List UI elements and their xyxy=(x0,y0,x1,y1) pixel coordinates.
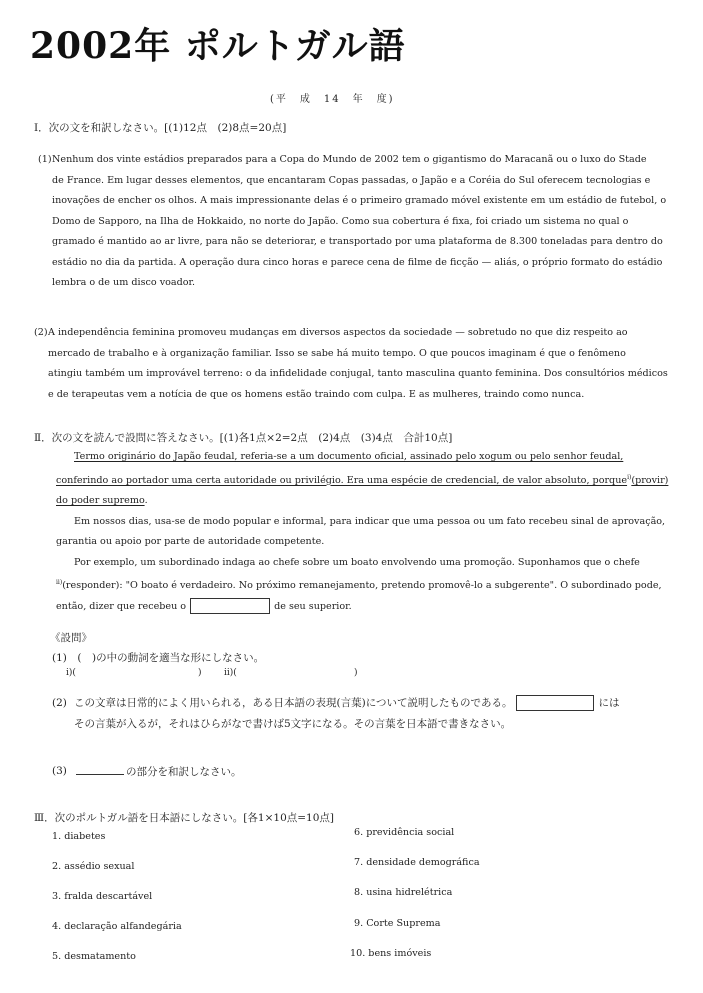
question-2-line-1 xyxy=(74,695,619,711)
q2-answer-box xyxy=(516,695,594,711)
section2-line-b2: garantia ou apoio por parte de autoridade competente. xyxy=(56,536,325,548)
q1-ii-close: ) xyxy=(354,668,358,678)
page-title: 2002年 ポルトガル語 xyxy=(30,25,406,67)
section2-line-c3b: de seu superior. xyxy=(274,600,352,612)
vocab-item: 9. Corte Suprema xyxy=(354,918,441,929)
section2-line-c1: Por exemplo, um subordinado indaga ao chefe sobre um boato envolvendo uma promoção. Suponhamos que o chefe xyxy=(74,556,640,568)
vocab-item: 8. usina hidrelétrica xyxy=(354,887,453,898)
passage-line: lembra o de um disco voador. xyxy=(52,277,196,288)
question-2-label: (2) xyxy=(52,697,67,709)
question-2-line-2: その言葉が入るが，それはひらがなで書けば5文字になる。その言葉を日本語で書きなさい。 xyxy=(74,718,512,730)
section1-p2-label: (2) xyxy=(34,327,48,338)
section1-passage-2 xyxy=(48,323,668,405)
q1-i-open: i)( xyxy=(66,668,76,678)
vocab-item: 5. desmatamento xyxy=(52,951,136,962)
vocab-item: 3. fralda descartável xyxy=(52,891,153,902)
underlined-line-3: do poder supremo xyxy=(56,495,145,507)
answer-box xyxy=(190,598,270,614)
vocab-item: 1. diabetes xyxy=(52,831,106,842)
vocab-item: 10. bens imóveis xyxy=(350,948,432,959)
q1-i-close: ) xyxy=(198,668,202,678)
vocab-item: 4. declaração alfandegária xyxy=(52,921,182,932)
passage-line: atingiu também um improvável terreno: o da infidelidade conjugal, tanto masculina quanto feminina. Dos consultórios médicos xyxy=(48,368,668,379)
passage-line: Domo de Sapporo, na Ilha de Hokkaido, no norte do Japão. Como sua cobertura é fixa, foi criado um sistema no qual o xyxy=(52,215,629,227)
q1-ii-open: ii)( xyxy=(224,668,237,678)
passage-line: de France. Em lugar desses elementos, que encantaram Copas passadas, o Japão e a Coréia do Sul oferecem tecnologias e xyxy=(52,174,651,186)
section2-heading: Ⅱ．次の文を読んで設問に答えなさい。[(1)各1点×2=2点 (2)4点 (3)4点 合計10点] xyxy=(34,432,453,444)
section1-heading: Ⅰ．次の文を和訳しなさい。[(1)12点 (2)8点=20点] xyxy=(34,122,287,134)
question-1: (1) ( )の中の動詞を適当な形にしなさい。 xyxy=(52,652,265,664)
question-3 xyxy=(76,764,242,779)
passage-line: A independência feminina promoveu mudanças em diversos aspectos da sociedade — sobretudo no que diz respeito ao xyxy=(48,327,628,338)
q2-text-1b: には xyxy=(598,697,620,709)
vocab-item: 2. assédio sexual xyxy=(52,861,135,872)
question-3-label: (3) xyxy=(52,765,67,777)
vocab-item: 7. densidade demográfica xyxy=(354,857,480,868)
passage-line: estádio no dia da partida. A operação dura cinco horas e parece cena de filme de ficção — aliás, o próprio formato do estádio xyxy=(52,256,663,268)
underlined-line-2: conferindo ao portador uma certa autoridade ou privilégio. Era uma espécie de credencial, de valor absoluto, porque xyxy=(56,474,628,486)
questions-heading: 《設問》 xyxy=(50,632,92,644)
section3-heading: Ⅲ．次のポルトガル語を日本語にしなさい。[各1×10点=10点] xyxy=(34,812,335,824)
section2-line-c3a: então, dizer que recebeu o xyxy=(56,600,187,612)
section1-p1-label: (1) xyxy=(38,154,52,165)
vocab-item: 6. previdência social xyxy=(354,827,455,838)
q3-blank xyxy=(76,774,124,775)
q2-text-1: この文章は日常的によく用いられる，ある日本語の表現(言葉)について説明したものである。 xyxy=(74,697,513,709)
marker-i: i) xyxy=(627,473,632,481)
passage-line: Nenhum dos vinte estádios preparados para a Copa do Mundo de 2002 tem o gigantismo do Maracanã ou o luxo do Stade xyxy=(52,154,647,165)
q3-text: の部分を和訳しなさい。 xyxy=(126,766,242,778)
section1-passage-1 xyxy=(52,150,667,294)
section2-passage xyxy=(56,447,676,617)
passage-line: gramado é mantido ao ar livre, para não se deteriorar, e transportado por uma plataforma de 8.300 toneladas para dentro do xyxy=(52,236,663,247)
underlined-line-1: Termo originário do Japão feudal, referia-se a um documento oficial, assinado pelo xogum ou pelo senhor feudal, xyxy=(74,451,624,462)
passage-line: inovações de encher os olhos. A mais impressionante delas é o primeiro gramado móvel existente em um estádio de futebol, o xyxy=(52,195,667,206)
section2-line-b1: Em nossos dias, usa-se de modo popular e informal, para indicar que uma pessoa ou um fato recebeu sinal de aprovação, xyxy=(74,515,666,527)
passage-line: e de terapeutas vem a notícia de que os homens estão traindo com culpa. E as mulheres, traindo como nunca. xyxy=(48,388,585,400)
section2-line-c2: (responder): "O boato é verdadeiro. No próximo remanejamento, pretendo promovê-lo a subgerente". O subordinado pode, xyxy=(62,580,662,592)
period: . xyxy=(144,495,148,507)
year-label: (平 成 14 年 度) xyxy=(270,94,395,105)
passage-line: mercado de trabalho e à organização familiar. Isso se sabe há muito tempo. O que poucos imaginam é que o fenômeno xyxy=(48,347,626,359)
marker-ii: ii) xyxy=(56,579,63,587)
verb-provir: (provir) xyxy=(631,474,669,486)
